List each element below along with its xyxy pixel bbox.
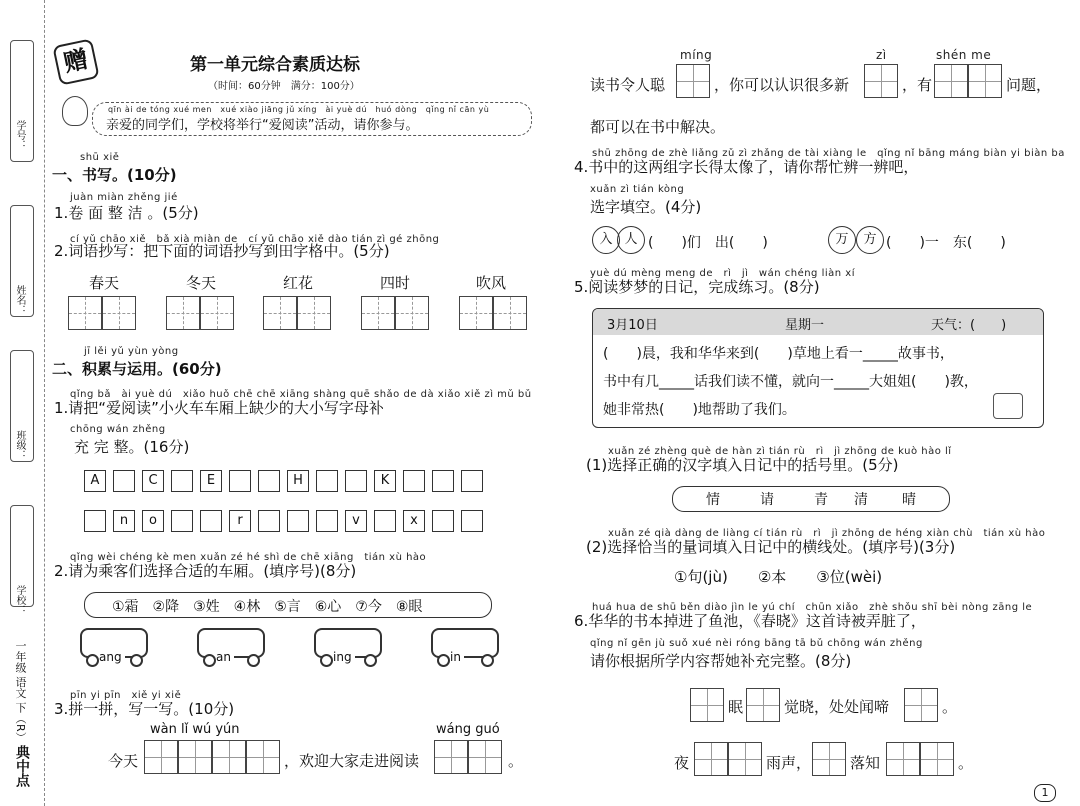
q4-fill-a[interactable]: ( )们 出( ) bbox=[648, 235, 768, 251]
word-1: 春天 bbox=[89, 274, 120, 292]
s2-q2-pinyin: qǐng wèi chéng kè men xuǎn zé hé shì de chē xiāng tián xù hào bbox=[70, 552, 427, 563]
writing-grid[interactable] bbox=[676, 64, 710, 98]
p2-text: 都可以在书中解决。 bbox=[590, 118, 726, 136]
binding-sidebar bbox=[0, 0, 45, 806]
wagon-an[interactable] bbox=[197, 628, 265, 664]
s2-q1: 1.请把“爱阅读”小火车车厢上缺少的大小写字母补 bbox=[54, 399, 384, 417]
writing-grid[interactable] bbox=[144, 740, 178, 774]
q5-text: 5.阅读梦梦的日记，完成练习。(8分) bbox=[574, 278, 820, 296]
s2-q1b: 充 完 整。(16分) bbox=[74, 438, 190, 456]
train-car-cell: C bbox=[142, 470, 164, 492]
writing-grid[interactable] bbox=[361, 296, 395, 330]
wheel-icon bbox=[130, 654, 143, 667]
q4-text: 4.书中的这两组字长得太像了，请你帮忙辨一辨吧， bbox=[574, 158, 919, 176]
s1-q2-pinyin: cí yǔ chāo xiě bǎ xià miàn de cí yǔ chāo xiě dào tián zì gé zhōng bbox=[70, 234, 440, 245]
writing-grid[interactable] bbox=[493, 296, 527, 330]
train-car-cell: A bbox=[84, 470, 106, 492]
poem2-a: 夜 bbox=[674, 754, 690, 772]
s2-q1b-pinyin: chōng wán zhěng bbox=[70, 424, 166, 435]
wagon-label: an bbox=[213, 650, 234, 664]
page-title: 第一单元综合素质达标 bbox=[190, 55, 360, 75]
wheel-icon bbox=[203, 654, 216, 667]
writing-grid[interactable] bbox=[920, 742, 954, 776]
poem2-c: 落知 bbox=[850, 754, 881, 772]
diary-weekday: 星期一 bbox=[785, 318, 825, 333]
s2-q2: 2.请为乘客们选择合适的车厢。(填序号)(8分) bbox=[54, 562, 357, 580]
s1-q2: 2.词语抄写：把下面的词语抄写到田字格中。(5分) bbox=[54, 242, 390, 260]
choice-2: 请 bbox=[760, 492, 774, 508]
writing-grid[interactable] bbox=[746, 688, 780, 722]
writing-grid[interactable] bbox=[812, 742, 846, 776]
wheel-icon bbox=[320, 654, 333, 667]
writing-grid[interactable] bbox=[178, 740, 212, 774]
poem1-c: 。 bbox=[942, 698, 958, 716]
s1-pinyin: shū xiě bbox=[80, 152, 120, 163]
pinyin-wangguo: wáng guó bbox=[436, 722, 500, 737]
wheel-icon bbox=[437, 654, 450, 667]
writing-grid[interactable] bbox=[934, 64, 968, 98]
q5-pinyin: yuè dú mèng meng de rì jì wán chéng liàn xí bbox=[590, 268, 855, 279]
p1-text-c: ，有 bbox=[902, 76, 933, 94]
s2-pinyin: jī lěi yǔ yùn yòng bbox=[84, 346, 179, 357]
sub1-text: (1)选择正确的汉字填入日记中的括号里。(5分) bbox=[586, 456, 899, 474]
writing-grid[interactable] bbox=[728, 742, 762, 776]
train-car-cell[interactable] bbox=[432, 510, 454, 532]
options-text: ①霜 ②降 ③姓 ④林 ⑤言 ⑥心 ⑦今 ⑧眼 bbox=[112, 599, 423, 615]
line-b: ，欢迎大家走进阅读 bbox=[284, 752, 420, 770]
train-car-cell[interactable] bbox=[200, 510, 222, 532]
writing-grid[interactable] bbox=[200, 296, 234, 330]
measure-options: ①句(jù) ②本 ③位(wèi) bbox=[674, 568, 883, 586]
train-car-cell[interactable] bbox=[316, 470, 338, 492]
train-car-cell: K bbox=[374, 470, 396, 492]
p1-text-b: ，你可以认识很多新 bbox=[714, 76, 850, 94]
train-car-cell[interactable] bbox=[374, 510, 396, 532]
wagon-ing[interactable] bbox=[314, 628, 382, 664]
name-label: 姓名： bbox=[14, 285, 25, 315]
q6b-text: 请你根据所学内容帮她补充完整。(8分) bbox=[590, 652, 852, 670]
sub2-text: (2)选择恰当的量词填入日记中的横线处。(填序号)(3分) bbox=[586, 538, 956, 556]
train-car-cell: o bbox=[142, 510, 164, 532]
class-label: 班级： bbox=[14, 430, 25, 460]
wagon-in[interactable] bbox=[431, 628, 499, 664]
writing-grid[interactable] bbox=[395, 296, 429, 330]
writing-grid[interactable] bbox=[459, 296, 493, 330]
student-id-label: 学号： bbox=[14, 120, 25, 150]
train-car-cell[interactable] bbox=[316, 510, 338, 532]
train-car-cell: H bbox=[287, 470, 309, 492]
writing-grid[interactable] bbox=[166, 296, 200, 330]
choice-4: 清 bbox=[854, 492, 868, 508]
p1-pinyin-zi: zì bbox=[876, 48, 887, 62]
writing-grid[interactable] bbox=[263, 296, 297, 330]
diary-line-1: ( )晨，我和华华来到( )草地上看一_____故事书， bbox=[603, 346, 954, 362]
cartoon-kid-icon bbox=[62, 96, 88, 126]
wheel-icon bbox=[364, 654, 377, 667]
word-3: 红花 bbox=[283, 274, 314, 292]
q6-pinyin: huá hua de shū běn diào jìn le yú chí chūn xiǎo zhè shǒu shī bèi nòng zāng le bbox=[592, 602, 1033, 613]
apple-fang: 方 bbox=[856, 226, 884, 254]
s1-title: 一、书写。(10分) bbox=[52, 166, 177, 184]
writing-grid[interactable] bbox=[297, 296, 331, 330]
writing-grid[interactable] bbox=[68, 296, 102, 330]
s1-q1-pinyin: juàn miàn zhěng jié bbox=[70, 192, 178, 203]
train-car-cell[interactable] bbox=[461, 510, 483, 532]
diary-line-3: 她非常热( )地帮助了我们。 bbox=[603, 402, 796, 418]
train-car-cell: v bbox=[345, 510, 367, 532]
s2-q1-pinyin: qǐng bǎ ài yuè dú xiǎo huǒ chē chē xiāng shàng quē shǎo de dà xiǎo xiě zì mǔ bǔ bbox=[70, 389, 532, 400]
wagon-label: in bbox=[447, 650, 464, 664]
wheel-icon bbox=[247, 654, 260, 667]
train-car-cell: n bbox=[113, 510, 135, 532]
diary-date: 3月10日 bbox=[607, 318, 658, 333]
p1-text-d: 问题， bbox=[1006, 76, 1052, 94]
writing-grid[interactable] bbox=[968, 64, 1002, 98]
camera-tripod-icon bbox=[993, 393, 1023, 419]
q4b-text: 选字填空。(4分) bbox=[590, 198, 702, 216]
choice-1: 情 bbox=[706, 492, 720, 508]
page-subtitle: （时间：60分钟 满分：100分） bbox=[208, 81, 360, 92]
p1-pinyin-ming: míng bbox=[680, 48, 713, 62]
q4b-pinyin: xuǎn zì tián kòng bbox=[590, 184, 685, 195]
intro-text: 亲爱的同学们，学校将举行“爱阅读”活动，请你参与。 bbox=[106, 118, 419, 133]
gift-badge: 赠 bbox=[52, 38, 99, 85]
apple-wan: 万 bbox=[828, 226, 856, 254]
writing-grid[interactable] bbox=[102, 296, 136, 330]
writing-grid[interactable] bbox=[904, 688, 938, 722]
train-car-cell: r bbox=[229, 510, 251, 532]
word-5: 吹风 bbox=[476, 274, 507, 292]
train-car-cell[interactable] bbox=[84, 510, 106, 532]
poem1-b: 觉晓，处处闻啼 bbox=[784, 698, 890, 716]
train-car-cell[interactable] bbox=[287, 510, 309, 532]
poem2-d: 。 bbox=[958, 754, 974, 772]
page-number: 1 bbox=[1034, 784, 1056, 802]
q4-pinyin: shū zhōng de zhè liǎng zǔ zì zhǎng de tài xiàng le qǐng nǐ bāng máng biàn yi biàn ba bbox=[592, 148, 1065, 159]
brand-logo: 典中点 bbox=[14, 745, 30, 787]
pinyin-wanli: wàn lǐ wú yún bbox=[150, 722, 240, 737]
q4-fill-b[interactable]: ( )一 东( ) bbox=[886, 235, 1006, 251]
train-car-cell[interactable] bbox=[258, 510, 280, 532]
s2-title: 二、积累与运用。(60分) bbox=[52, 360, 222, 378]
writing-grid[interactable] bbox=[246, 740, 280, 774]
train-car-cell: E bbox=[200, 470, 222, 492]
diary-weather: 天气：( ) bbox=[931, 318, 1007, 333]
diary-line-2: 书中有几_____话我们读不懂，就向一_____大姐姐( )教， bbox=[603, 374, 978, 390]
train-car-cell[interactable] bbox=[432, 470, 454, 492]
choice-5: 晴 bbox=[902, 492, 916, 508]
wheel-icon bbox=[86, 654, 99, 667]
p1-text-a: 读书令人聪 bbox=[590, 76, 666, 94]
poem1-a: 眠 bbox=[728, 698, 744, 716]
q6-text: 6.华华的书本掉进了鱼池，《春晓》这首诗被弄脏了， bbox=[574, 612, 926, 630]
apple-ru: 入 bbox=[592, 226, 620, 254]
choice-3: 青 bbox=[814, 492, 828, 508]
word-2: 冬天 bbox=[186, 274, 217, 292]
grade-label: 一年级 语文 下（R） bbox=[14, 640, 27, 743]
train-car-cell[interactable] bbox=[403, 470, 425, 492]
train-car-cell[interactable] bbox=[345, 470, 367, 492]
sub2-pinyin: xuǎn zé qià dàng de liàng cí tián rù rì jì zhōng de héng xiàn chù tián xù hào bbox=[608, 528, 1046, 539]
poem2-b: 雨声， bbox=[766, 754, 812, 772]
train-car-cell: x bbox=[403, 510, 425, 532]
writing-grid[interactable] bbox=[212, 740, 246, 774]
wagon-ang[interactable] bbox=[80, 628, 148, 664]
s1-q1: 1.卷 面 整 洁 。(5分) bbox=[54, 204, 199, 222]
train-car-cell[interactable] bbox=[258, 470, 280, 492]
p1-pinyin-shenme: shén me bbox=[936, 48, 992, 62]
writing-grid[interactable] bbox=[434, 740, 468, 774]
writing-grid[interactable] bbox=[468, 740, 502, 774]
train-car-cell[interactable] bbox=[229, 470, 251, 492]
line-end: 。 bbox=[508, 752, 524, 770]
train-car-cell[interactable] bbox=[171, 510, 193, 532]
apple-ren: 人 bbox=[617, 226, 645, 254]
line-a: 今天 bbox=[108, 752, 139, 770]
diary-card bbox=[592, 308, 1044, 428]
wheel-icon bbox=[481, 654, 494, 667]
s2-q3-pinyin: pīn yi pīn xiě yi xiě bbox=[70, 690, 182, 701]
q6b-pinyin: qǐng nǐ gēn jù suǒ xué nèi róng bāng tā bǔ chōng wán zhěng bbox=[590, 638, 923, 649]
train-car-cell[interactable] bbox=[113, 470, 135, 492]
writing-grid[interactable] bbox=[886, 742, 920, 776]
writing-grid[interactable] bbox=[690, 688, 724, 722]
train-car-cell[interactable] bbox=[171, 470, 193, 492]
wagon-label: ing bbox=[330, 650, 355, 664]
writing-grid[interactable] bbox=[864, 64, 898, 98]
s2-q3: 3.拼一拼，写一写。(10分) bbox=[54, 700, 235, 718]
wagon-label: ang bbox=[96, 650, 125, 664]
intro-pinyin: qīn ài de tóng xué men xué xiào jiāng jǔ xíng ài yuè dú huó dòng qǐng nǐ cān yù bbox=[108, 105, 490, 114]
word-4: 四时 bbox=[380, 274, 411, 292]
sub1-pinyin: xuǎn zé zhèng què de hàn zì tián rù rì jì zhōng de kuò hào lǐ bbox=[608, 446, 952, 457]
train-car-cell[interactable] bbox=[461, 470, 483, 492]
school-label: 学校： bbox=[14, 585, 25, 615]
writing-grid[interactable] bbox=[694, 742, 728, 776]
